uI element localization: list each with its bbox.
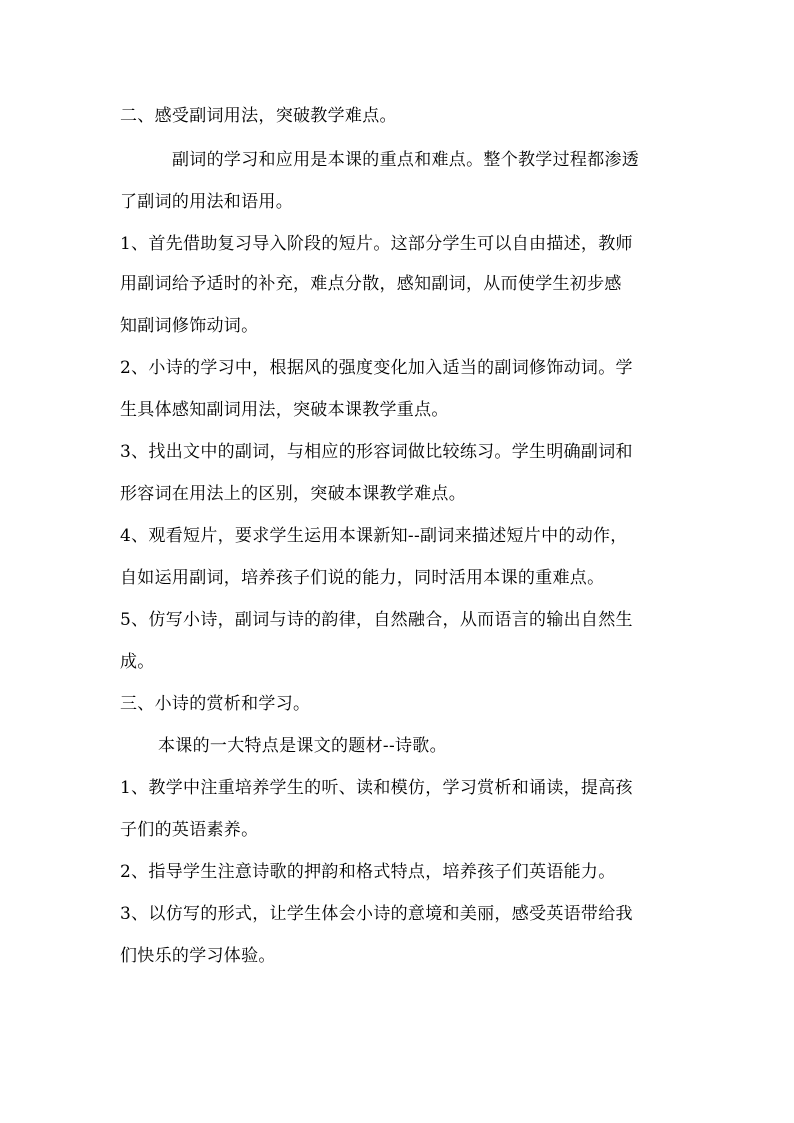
section-heading-2: 二、感受副词用法，突破教学难点。	[120, 106, 397, 126]
list-item-1-line: 知副词修饰动词。	[120, 316, 259, 336]
section-heading-3: 三、小诗的赏析和学习。	[120, 694, 311, 714]
list-item-2-line: 2、小诗的学习中，根据风的强度变化加入适当的副词修饰动词。学	[120, 358, 633, 378]
list-item-3-line: 形容词在用法上的区别，突破本课教学难点。	[120, 484, 466, 504]
list-item-5-line: 5、仿写小诗，副词与诗的韵律，自然融合，从而语言的输出自然生	[120, 610, 633, 630]
list-item-3-line: 3、以仿写的形式，让学生体会小诗的意境和美丽，感受英语带给我	[120, 904, 633, 924]
list-item-5-line: 成。	[120, 652, 155, 672]
paragraph-line: 本课的一大特点是课文的题材--诗歌。	[158, 736, 447, 756]
list-item-1-line: 1、教学中注重培养学生的听、读和模仿，学习赏析和诵读，提高孩	[120, 778, 633, 798]
paragraph-line: 了副词的用法和语用。	[120, 192, 293, 212]
list-item-3-line: 们快乐的学习体验。	[120, 946, 276, 966]
list-item-1-line: 1、首先借助复习导入阶段的短片。这部分学生可以自由描述，教师	[120, 234, 633, 254]
list-item-3-line: 3、找出文中的副词，与相应的形容词做比较练习。学生明确副词和	[120, 442, 633, 462]
paragraph-line: 副词的学习和应用是本课的重点和难点。整个教学过程都渗透	[172, 150, 640, 170]
list-item-1-line: 子们的英语素养。	[120, 820, 259, 840]
list-item-4-line: 自如运用副词，培养孩子们说的能力，同时活用本课的重难点。	[120, 568, 605, 588]
list-item-2-line: 生具体感知副词用法，突破本课教学重点。	[120, 400, 449, 420]
list-item-4-line: 4、观看短片，要求学生运用本课新知--副词来描述短片中的动作，	[120, 526, 628, 546]
list-item-2-line: 2、指导学生注意诗歌的押韵和格式特点，培养孩子们英语能力。	[120, 862, 616, 882]
list-item-1-line: 用副词给予适时的补充，难点分散，感知副词，从而使学生初步感	[120, 274, 622, 294]
